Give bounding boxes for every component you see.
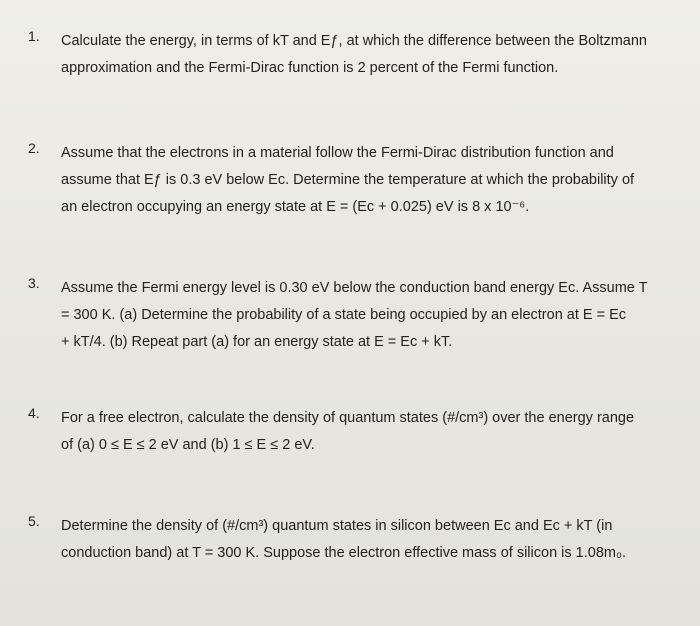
problem-line: conduction band) at T = 300 K. Suppose the electron effective mass of silicon is 1.08m₀. xyxy=(61,545,627,561)
problem-line: of (a) 0 ≤ E ≤ 2 eV and (b) 1 ≤ E ≤ 2 eV. xyxy=(61,437,315,453)
problem-text xyxy=(61,275,688,356)
problem-line: assume that Eƒ is 0.3 eV below Eᴄ. Determine the temperature at which the probability of xyxy=(61,172,635,188)
problem-line: Determine the density of (#/cm³) quantum states in silicon between Eᴄ and Eᴄ + kT (in xyxy=(61,518,613,534)
problem-line: Calculate the energy, in terms of kT and Eƒ, at which the difference between the Boltzmann xyxy=(61,33,647,49)
problem-line: Assume that the electrons in a material follow the Fermi-Dirac distribution function and xyxy=(61,145,614,161)
problem-line: an electron occupying an energy state at E = (Eᴄ + 0.025) eV is 8 x 10⁻⁶. xyxy=(61,199,530,215)
problem-line: approximation and the Fermi-Dirac function is 2 percent of the Fermi function. xyxy=(61,60,559,76)
problem-number: 1. xyxy=(28,28,40,44)
problem-line: Assume the Fermi energy level is 0.30 eV below the conduction band energy Eᴄ. Assume T xyxy=(61,280,648,296)
problem-5 xyxy=(28,513,688,567)
problem-number: 4. xyxy=(28,405,40,421)
problem-line: = 300 K. (a) Determine the probability of a state being occupied by an electron at E = Eᴄ xyxy=(61,307,627,323)
problem-line: For a free electron, calculate the density of quantum states (#/cm³) over the energy range xyxy=(61,410,635,426)
problem-text xyxy=(61,28,688,82)
problem-text xyxy=(61,140,688,221)
problem-number: 5. xyxy=(28,513,40,529)
problem-4 xyxy=(28,405,688,459)
problem-text xyxy=(61,405,688,459)
problem-line: + kT/4. (b) Repeat part (a) for an energy state at E = Eᴄ + kT. xyxy=(61,334,453,350)
problem-text xyxy=(61,513,688,567)
problem-3 xyxy=(28,275,688,356)
problem-number: 2. xyxy=(28,140,40,156)
problem-2 xyxy=(28,140,688,221)
problem-number: 3. xyxy=(28,275,40,291)
problem-1 xyxy=(28,28,688,82)
